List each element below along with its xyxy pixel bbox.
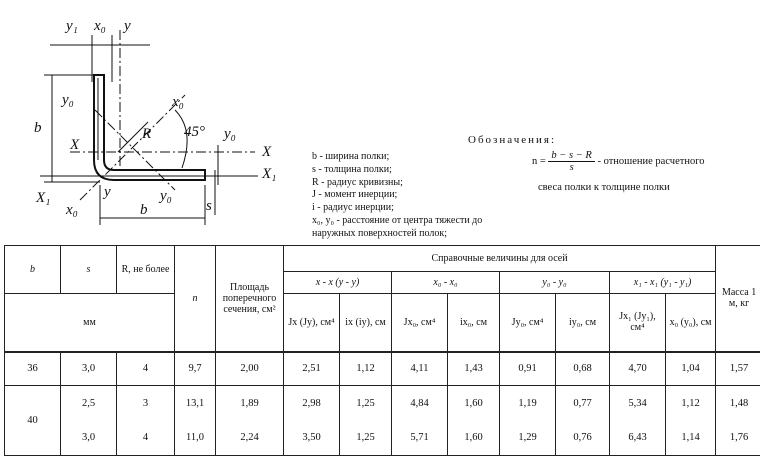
header-jx0: Jx₀, см⁴: [392, 294, 448, 352]
cell-mass: 1,57: [716, 352, 760, 386]
legend-title: Обозначения:: [468, 134, 557, 146]
formula-lhs: n =: [532, 155, 546, 167]
header-jy0: Jy₀, см⁴: [500, 294, 556, 352]
legend-item: J - момент инерции;: [312, 189, 398, 201]
cell-x0: 1,14: [666, 421, 716, 456]
cell-b: 36: [5, 352, 61, 386]
header-jx1: Jx₁ (Jy₁), см⁴: [610, 294, 666, 352]
header-reference: Справочные величины для осей: [284, 246, 716, 272]
table-row: [5, 421, 760, 456]
table-row: [5, 352, 760, 386]
label-angle: 45°: [184, 124, 205, 140]
formula-rhs: - отношение расчетного: [597, 155, 705, 167]
cell-r: 4: [117, 421, 175, 456]
label-x0-bottom: x₀: [66, 202, 78, 218]
specification-table: [4, 245, 760, 456]
cell-r: 4: [117, 352, 175, 386]
cell-jx1: 5,34: [610, 386, 666, 421]
header-axis-xx: x - x (y - y): [284, 272, 392, 294]
header-s: s: [61, 246, 117, 294]
label-b-bottom: b: [140, 202, 148, 218]
cell-iy0: 0,76: [556, 421, 610, 456]
label-x1-left: X₁: [36, 190, 51, 206]
label-x0-right: x₀: [172, 94, 184, 110]
cell-s: 3,0: [61, 421, 117, 456]
header-mass: Масса 1 м, кг: [716, 246, 760, 352]
cell-s: 2,5: [61, 386, 117, 421]
cell-ix0: 1,43: [448, 352, 500, 386]
label-b-left: b: [34, 120, 42, 136]
header-r: R, не более: [117, 246, 175, 294]
label-x1-right: X₁: [262, 166, 277, 182]
label-y0-left: y₀: [62, 92, 74, 108]
cell-n: 9,7: [175, 352, 216, 386]
cell-ix0: 1,60: [448, 421, 500, 456]
legend-item: наружных поверхностей полок;: [312, 227, 448, 239]
header-ix: ix (iy), см: [340, 294, 392, 352]
header-axis-x0: x₀ - x₀: [392, 272, 500, 294]
legend-item: i - радиус инерции;: [312, 202, 394, 214]
cell-x0: 1,12: [666, 386, 716, 421]
header-n: n: [175, 246, 216, 352]
legend-item: b - ширина полки;: [312, 151, 390, 162]
cell-ix: 1,25: [340, 386, 392, 421]
label-y-bottom: y: [104, 184, 111, 200]
label-x-right: X: [262, 144, 272, 160]
label-r: R: [142, 126, 152, 142]
cell-jx0: 4,11: [392, 352, 448, 386]
cell-jx1: 6,43: [610, 421, 666, 456]
header-iy0: iy₀, см: [556, 294, 610, 352]
cell-x0: 1,04: [666, 352, 716, 386]
cell-area: 2,24: [216, 421, 284, 456]
cell-jx: 2,51: [284, 352, 340, 386]
cell-jy0: 1,19: [500, 386, 556, 421]
table-row: [5, 386, 760, 421]
cell-ix0: 1,60: [448, 386, 500, 421]
legend-list: [312, 151, 482, 241]
cell-r: 3: [117, 386, 175, 421]
legend-item: R - радиус кривизны;: [312, 176, 403, 188]
cell-jy0: 1,29: [500, 421, 556, 456]
cell-mass: 1,48: [716, 386, 760, 421]
cell-jx: 3,50: [284, 421, 340, 456]
cell-jx1: 4,70: [610, 352, 666, 386]
header-axis-x1: x₁ - x₁ (y₁ - y₁): [610, 272, 716, 294]
cell-b: 40: [5, 386, 61, 456]
header-area: Площадь поперечного сечения, см²: [216, 246, 284, 352]
formula-numerator: b − s − R: [548, 150, 594, 162]
legend-item: x₀, y₀ - расстояние от центра тяжести до: [312, 214, 483, 226]
cell-n: 11,0: [175, 421, 216, 456]
label-x0-top: x₀: [94, 18, 106, 34]
header-ix0: ix₀, см: [448, 294, 500, 352]
cell-jx0: 4,84: [392, 386, 448, 421]
cell-area: 1,89: [216, 386, 284, 421]
cell-area: 2,00: [216, 352, 284, 386]
angle-section-drawing: [0, 0, 300, 240]
legend-item: s - толщина полки;: [312, 163, 392, 175]
formula-fraction: [548, 150, 594, 173]
header-b: b: [5, 246, 61, 294]
label-x-left: X: [70, 137, 80, 153]
cell-ix: 1,12: [340, 352, 392, 386]
cell-iy0: 0,77: [556, 386, 610, 421]
label-y0-right: y₀: [224, 126, 236, 142]
header-jx: Jx (Jy), см⁴: [284, 294, 340, 352]
cell-s: 3,0: [61, 352, 117, 386]
label-s: s: [206, 198, 212, 214]
formula-n: [532, 150, 704, 173]
header-mm: мм: [5, 294, 175, 352]
formula-line2: свеса полки к толщине полки: [538, 182, 670, 193]
label-y1: y₁: [66, 18, 78, 34]
header-axis-y0: y₀ - y₀: [500, 272, 610, 294]
cell-ix: 1,25: [340, 421, 392, 456]
cell-jy0: 0,91: [500, 352, 556, 386]
label-y0-bottom: y₀: [160, 188, 172, 204]
formula-denominator: s: [569, 162, 574, 173]
cell-jx0: 5,71: [392, 421, 448, 456]
cell-n: 13,1: [175, 386, 216, 421]
cell-mass: 1,76: [716, 421, 760, 456]
header-x0y0: x₀ (y₀), см: [666, 294, 716, 352]
cell-iy0: 0,68: [556, 352, 610, 386]
label-y-top: y: [124, 18, 131, 34]
cell-jx: 2,98: [284, 386, 340, 421]
